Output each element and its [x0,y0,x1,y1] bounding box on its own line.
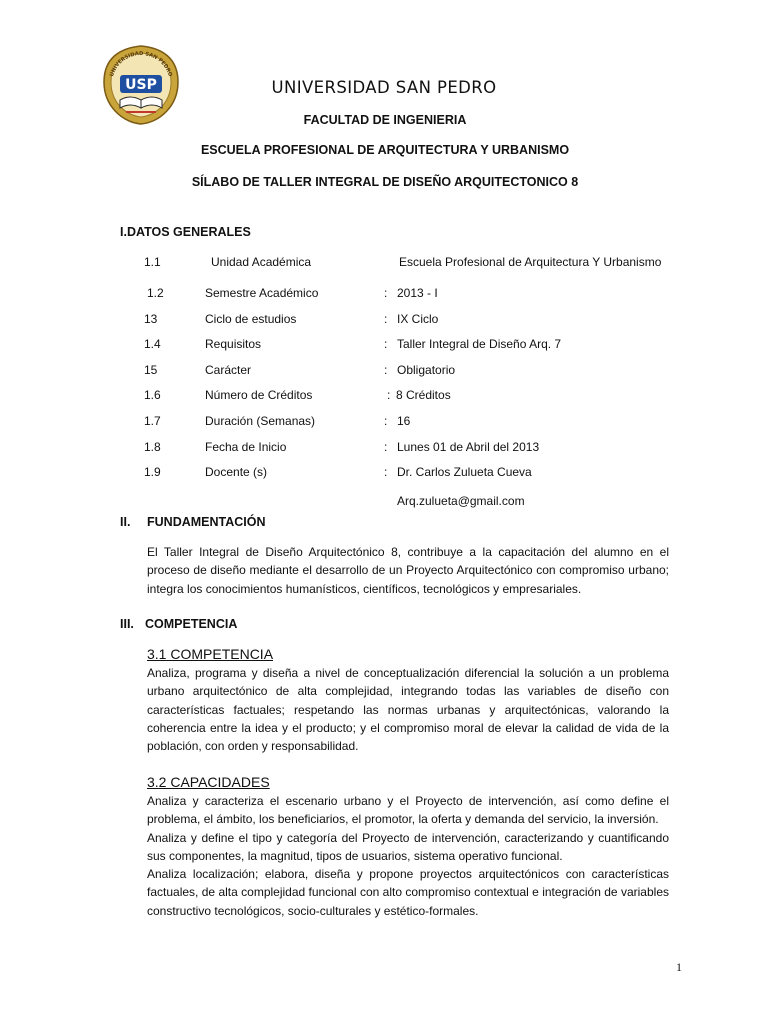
row-number: 1.9 [144,465,161,479]
row-number: 15 [144,363,158,377]
row-separator: : [384,286,388,300]
row-label: Carácter [205,363,252,377]
row-separator: : [384,312,388,326]
row-separator: : [384,363,388,377]
fundamentacion-paragraph: El Taller Integral de Diseño Arquitectónico 8, contribuye a la capacitación del alumno en el proceso de diseño mediante el desarrollo de un Proyecto Arquitectónico con compromiso urbano; integra los conocimientos humanísticos, científicos, tecnológicos y empresariales. [147,545,669,596]
row-value: Escuela Profesional de Arquitectura Y Urbanismo [399,255,662,269]
subsection-capacidades-title: 3.2 CAPACIDADES [147,774,270,790]
row-separator: : [384,337,388,351]
row-value: IX Ciclo [397,312,439,326]
row-label: Duración (Semanas) [205,414,316,428]
row-value: Taller Integral de Diseño Arq. 7 [397,337,562,351]
row-value: Dr. Carlos Zulueta Cueva [397,465,532,479]
row-label: Número de Créditos [205,388,313,402]
syllabus-title: SÍLABO DE TALLER INTEGRAL DE DISEÑO ARQUITECTONICO 8 [191,175,579,189]
row-separator: : [384,440,388,454]
row-label: Requisitos [205,337,262,351]
row-label: Unidad Académica [211,255,312,269]
row-value: 2013 - I [397,286,438,300]
row-number: 1.6 [144,388,161,402]
section-fundamentacion-heading: FUNDAMENTACIÓN [147,515,266,529]
row-value: Obligatorio [397,363,456,377]
row-label: Docente (s) [205,465,268,479]
capacidad-paragraph: Analiza localización; elabora, diseña y propone proyectos arquitectónicos con características factuales, de alta complejidad funcional con alto compromiso contextual e integración de variables constructivo tecnológicos, socio-culturales y estético-formales. [147,867,669,918]
faculty-title: FACULTAD DE INGENIERIA [303,113,467,127]
section-datos-heading: I.DATOS GENERALES [120,225,251,239]
row-value: 16 [397,414,411,428]
section-competencia-number: III. [120,617,134,631]
svg-text:UNIVERSIDAD SAN PEDRO: UNIVERSIDAD SAN PEDRO [109,50,173,78]
page-number: 1 [676,960,682,974]
section-competencia-heading: COMPETENCIA [145,617,238,631]
subsection-competencia-title: 3.1 COMPETENCIA [147,646,274,662]
row-value: 8 Créditos [396,388,451,402]
row-number: 13 [144,312,158,326]
row-separator: : [384,414,388,428]
teacher-email: Arq.zulueta@gmail.com [397,494,525,508]
capacidad-paragraph: Analiza y define el tipo y categoría del Proyecto de intervención, caracterizando y cuantificando sus componentes, la magnitud, tipos de usuarios, sistema operativo funcional. [147,830,669,863]
row-separator: : [387,388,391,402]
section-fundamentacion-number: II. [120,515,131,529]
row-value: Lunes 01 de Abril del 2013 [397,440,540,454]
row-label: Ciclo de estudios [205,312,297,326]
row-label: Fecha de Inicio [205,440,287,454]
competencia-paragraph: Analiza, programa y diseña a nivel de conceptualización diferencial la solución a un problema urbano arquitectónico de alta complejidad, integrando todas las variables de diseño con características factuales; respetando las normas urbanas y arquitectónicas, valorando la coherencia entre la idea y el producto; y el compromiso moral de elevar la calidad de vida de la población, con orden y responsabilidad. [147,666,669,754]
school-title: ESCUELA PROFESIONAL DE ARQUITECTURA Y URBANISMO [200,143,570,157]
university-title: UNIVERSIDAD SAN PEDRO [271,78,497,97]
row-label: Semestre Académico [205,286,319,300]
capacidad-paragraph: Analiza y caracteriza el escenario urbano y el Proyecto de intervención, así como define el problema, el ámbito, los beneficiarios, el promotor, la oferta y demanda del servicio, la inversión. [147,794,669,827]
row-number: 1.8 [144,440,161,454]
row-separator: : [384,465,388,479]
svg-text:USP: USP [125,77,157,93]
row-number: 1.4 [144,337,161,351]
row-number: 1.1 [144,255,161,269]
row-number: 1.7 [144,414,161,428]
row-number: 1.2 [147,286,164,300]
